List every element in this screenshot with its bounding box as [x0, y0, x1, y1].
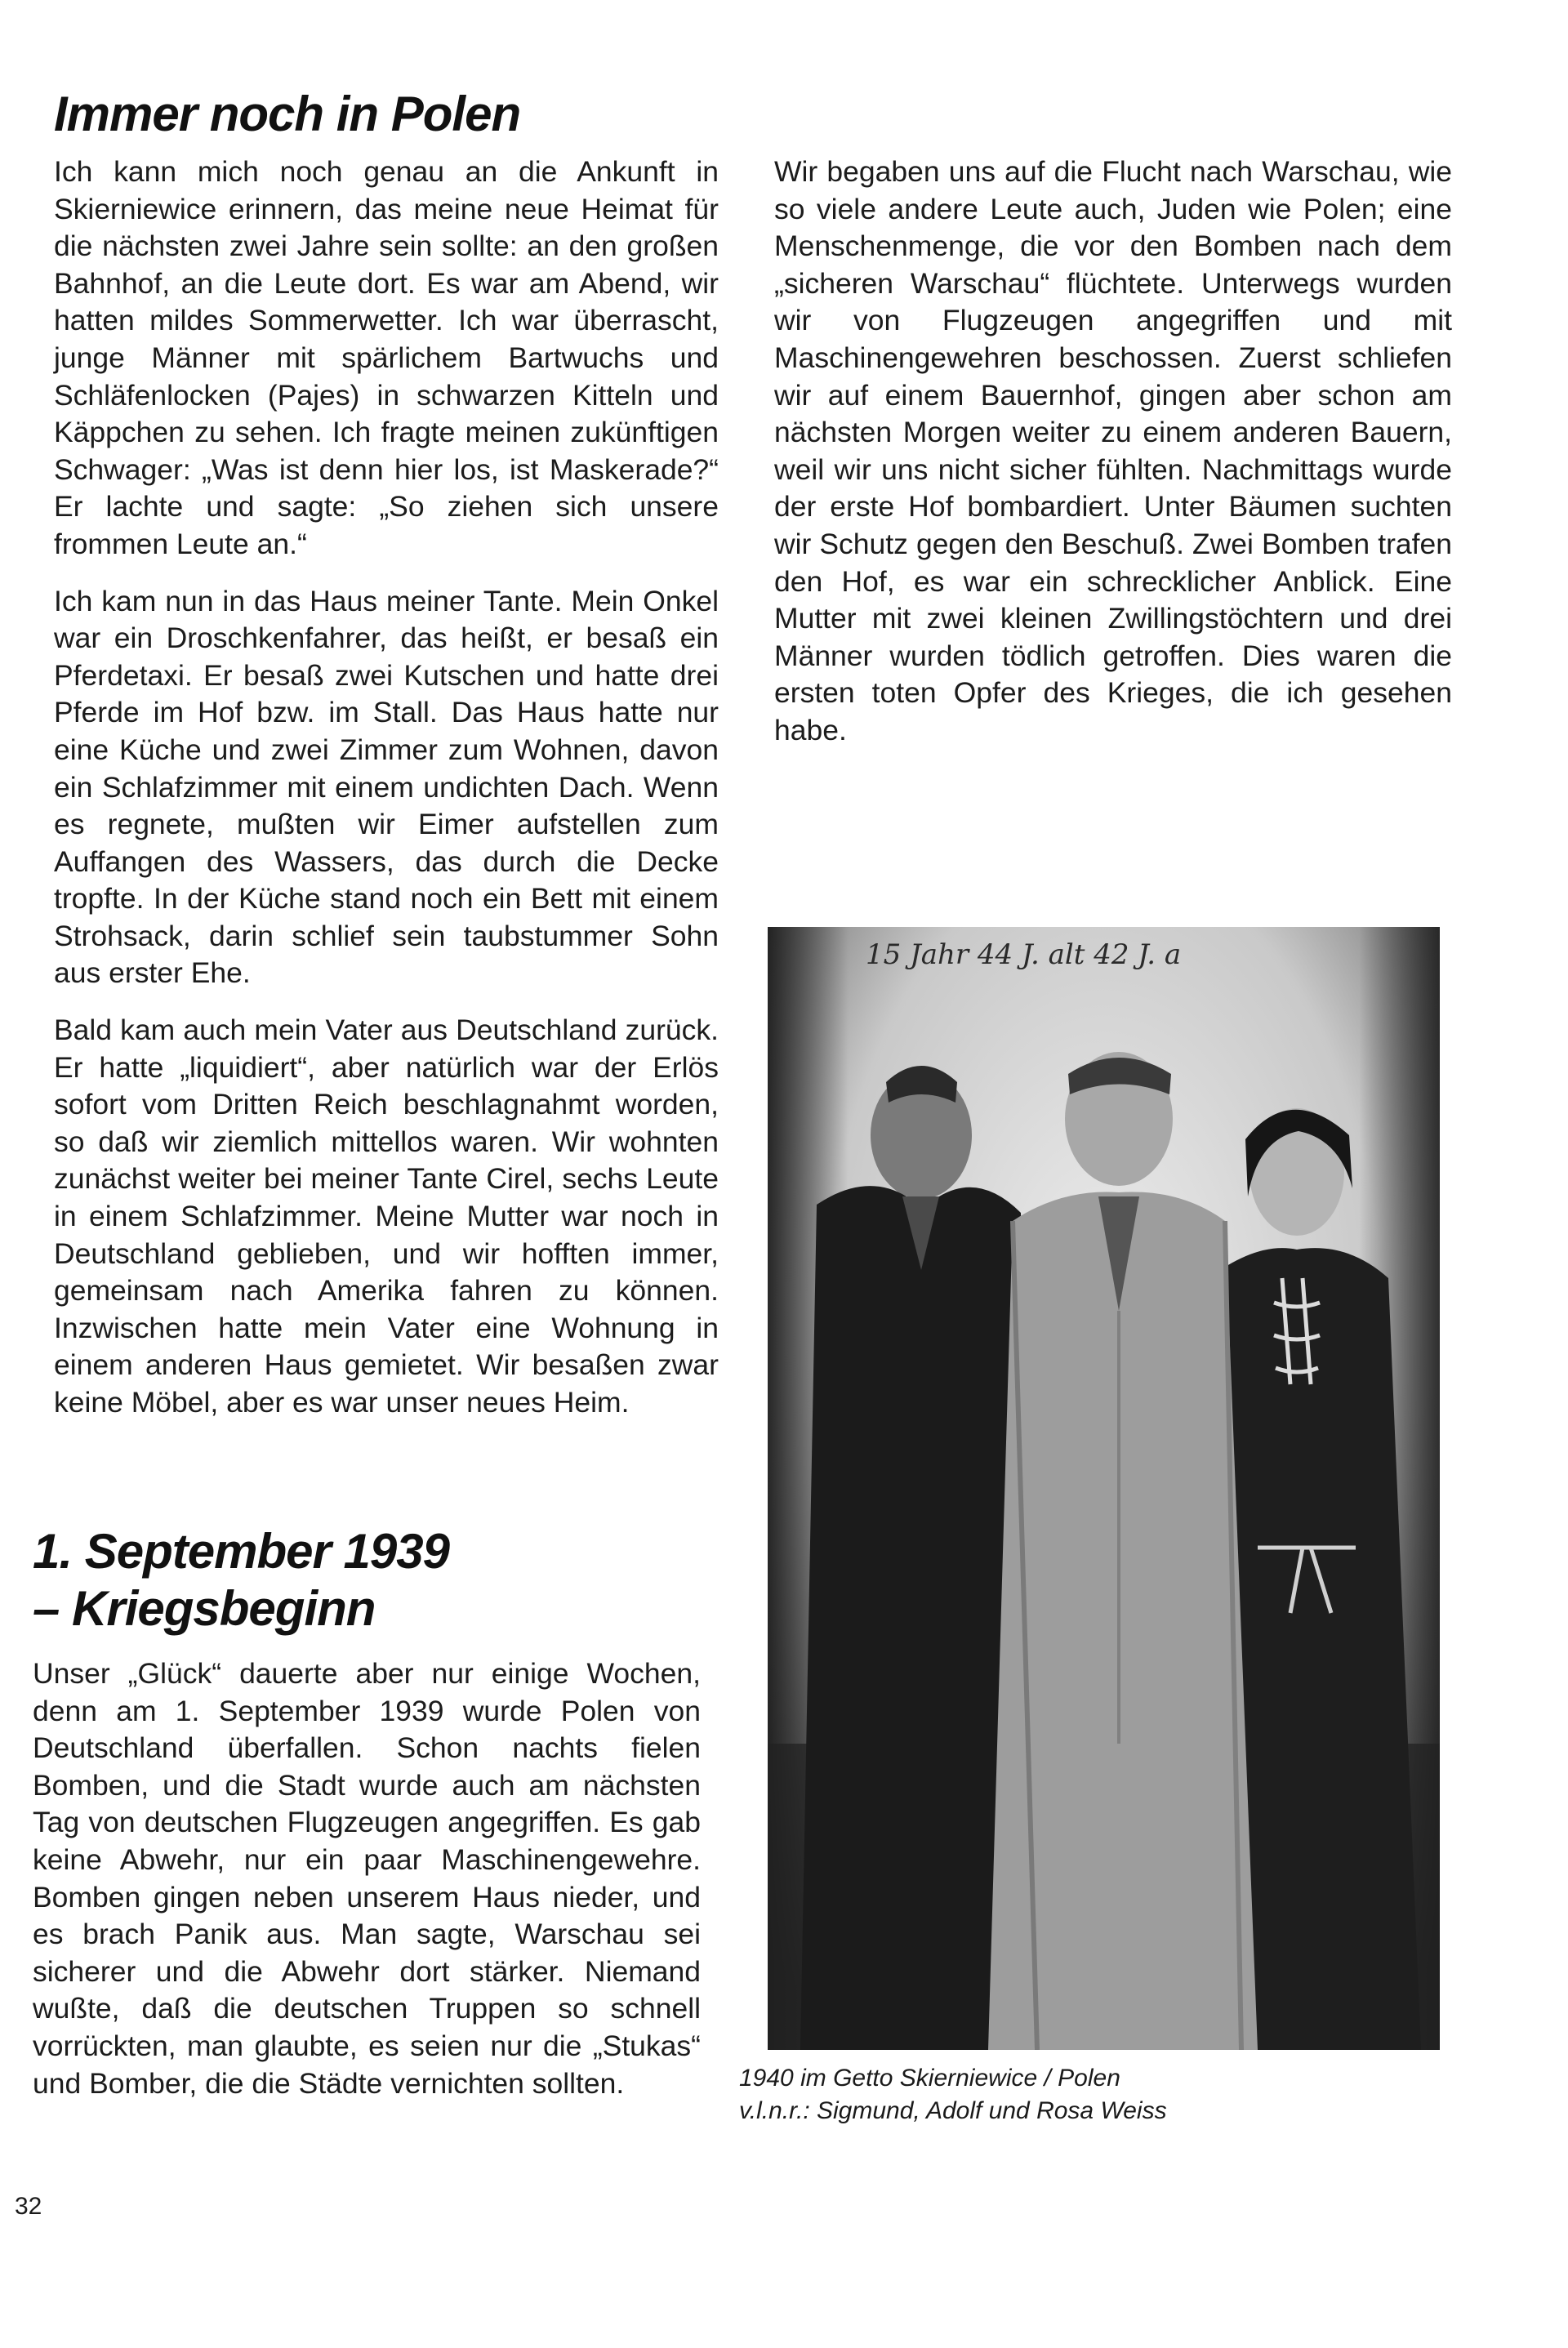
photo-caption [739, 2062, 1167, 2127]
right-column-body [774, 154, 1452, 750]
section-title-line2: – Kriegsbeginn [33, 1581, 376, 1636]
section-title-kriegsbeginn [33, 1523, 449, 1637]
historical-photo [768, 927, 1440, 2050]
section1-body [54, 154, 719, 1422]
paragraph: Ich kam nun in das Haus meiner Tante. Mein Onkel war ein Droschkenfahrer, das heißt, er besaß ein Pferdetaxi. Er besaß zwei Kutschen und hatte drei Pferde im Hof bzw. im Stall. Das Haus hatte nur eine Küche und zwei Zimmer zum Wohnen, davon ein Schlafzimmer mit einem undichten Dach. Wenn es regnete, mußten wir Eimer aufstellen zum Auffangen des Wassers, das durch die Decke tropfte. In der Küche stand noch ein Bett mit einem Strohsack, darin schlief sein taubstummer Sohn aus erster Ehe. [54, 584, 719, 990]
paragraph: Unser „Glück“ dauerte aber nur einige Wochen, denn am 1. September 1939 wurde Polen von Deutschland überfallen. Schon nachts fielen Bomben, und die Stadt wurde auch am nächsten Tag von deutschen Flugzeugen angegriffen. Es gab keine Abwehr, nur ein paar Maschinengewehre. Bomben gingen neben unserem Haus nieder, und es brach Panik aus. Man sagte, Warschau sei sicherer und die Abwehr dort stärker. Niemand wußte, daß die deutschen Truppen so schnell vorrückten, man glaubte, es seien nur die „Stukas“ und Bomber, die die Städte vernichten sollten. [33, 1657, 701, 2100]
paragraph: Bald kam auch mein Vater aus Deutschland zurück. Er hatte „liquidiert“, aber natürlich war der Erlös sofort vom Dritten Reich beschlagnahmt worden, so daß wir ziemlich mittellos waren. Wir wohnten zunächst weiter bei meiner Tante Cirel, sechs Leute in einem Schlafzimmer. Meine Mutter war noch in Deutschland geblieben, und wir hofften immer, gemeinsam nach Amerika fahren zu können. Inzwischen hatte mein Vater eine Wohnung in einem anderen Haus gemietet. Wir besaßen zwar keine Möbel, aber es war unser neues Heim. [54, 1014, 719, 1419]
section2-body [33, 1655, 701, 2102]
caption-line1: 1940 im Getto Skierniewice / Polen [739, 2065, 1120, 2092]
paragraph: Ich kann mich noch genau an die Ankunft in Skierniewice erinnern, das meine neue Heimat für die nächsten zwei Jahre sein sollte: an den großen Bahnhof, an die Leute dort. Es war am Abend, wir hatten mildes Sommerwetter. Ich war überrascht, junge Männer mit spärlichem Bartwuchs und Schläfenlocken (Pajes) in schwarzen Kitteln und Käppchen zu sehen. Ich fragte meinen zukünftigen Schwager: „Was ist denn hier los, ist Maskerade?“ Er lachte und sagte: „So ziehen sich unsere frommen Leute an.“ [54, 155, 719, 560]
paragraph: Wir begaben uns auf die Flucht nach Warschau, wie so viele andere Leute auch, Juden wie Polen; eine Menschenmenge, die vor den Bomben nach dem „sicheren Warschau“ flüchtete. Unterwegs wurden wir von Flugzeugen angegriffen und mit Maschinengewehren beschossen. Zuerst schliefen wir auf einem Bauernhof, gingen aber schon am nächsten Morgen weiter zu einem anderen Bauern, weil wir uns nicht sicher fühlten. Nachmittags wurde der erste Hof bombardiert. Unter Bäumen suchten wir Schutz gegen den Beschuß. Zwei Bomben trafen den Hof, es war ein schrecklicher Anblick. Eine Mutter mit zwei kleinen Zwillingstöchtern und drei Männer wurden tödlich getroffen. Dies waren die ersten toten Opfer des Krieges, die ich gesehen habe. [774, 155, 1452, 746]
section-title-immer-noch-in-polen: Immer noch in Polen [54, 87, 521, 141]
photo-handwriting: 15 Jahr 44 J. alt 42 J. a [866, 938, 1182, 971]
caption-line2: v.l.n.r.: Sigmund, Adolf und Rosa Weiss [739, 2097, 1167, 2124]
section-title-line1: 1. September 1939 [33, 1524, 449, 1579]
page-number: 32 [15, 2193, 42, 2220]
